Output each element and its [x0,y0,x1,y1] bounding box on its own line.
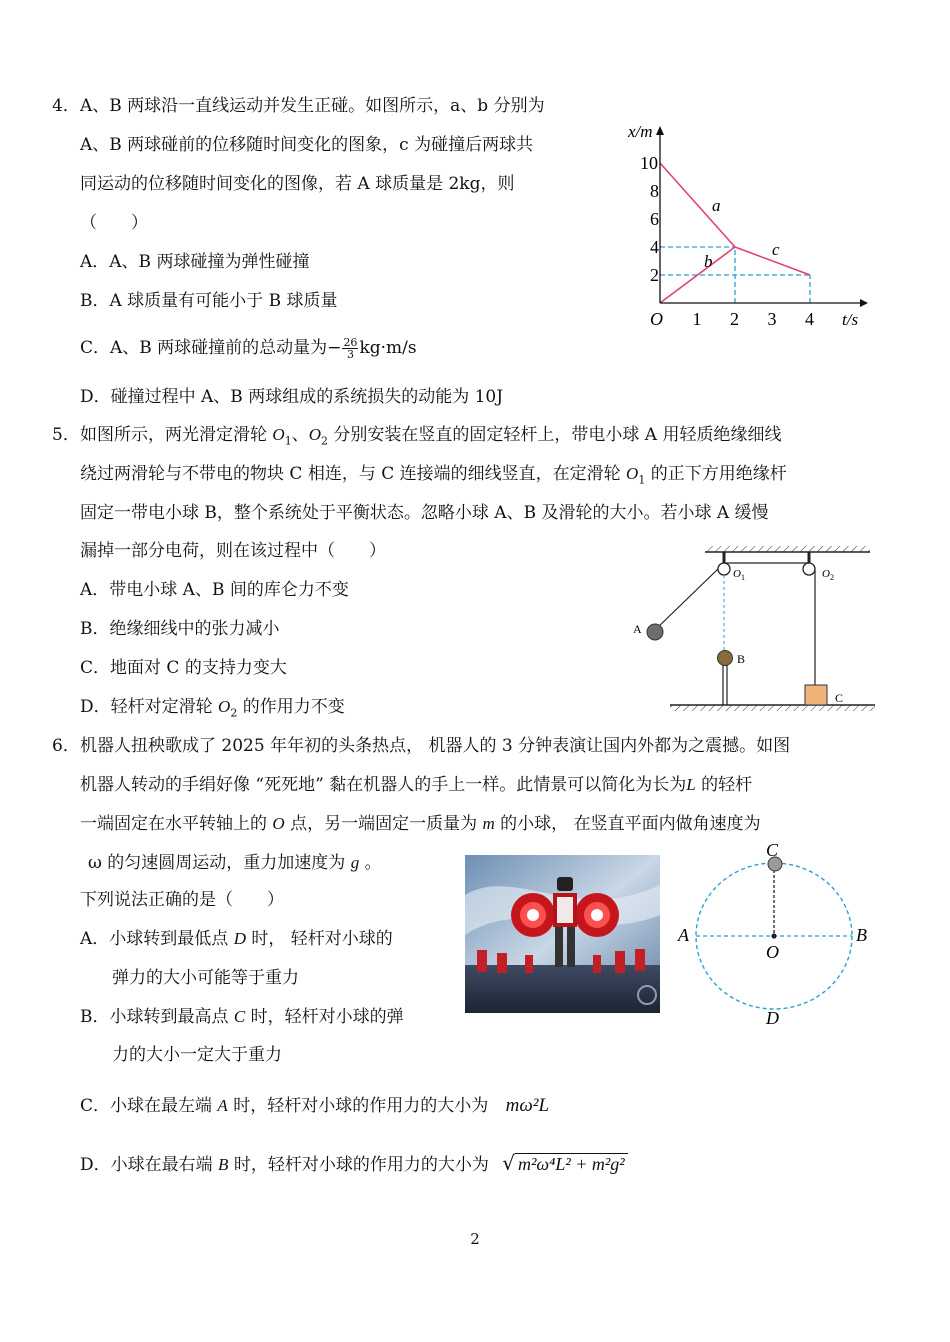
chart-x-tick-label-0: 1 [692,309,702,329]
fig-label-b-right: B [856,925,867,945]
q4-option-c [80,336,417,360]
chart-x-tick-label-2: 3 [767,309,777,329]
chart-x-tick-label-1: 2 [730,309,739,329]
q4-option-c-unit: kg·m/s [359,338,417,358]
ground-hatch [670,705,875,711]
q5-line1-text-b: 分别安装在竖直的固定轻杆上，带电小球 A 用轻质绝缘细线 [327,425,782,445]
fig-label-a: A [633,622,642,636]
chart-y-axis-arrow [656,126,664,135]
q6-option-d-point-b: B [218,1155,229,1174]
q5-pulley-diagram [625,540,885,720]
fig-label-a-left: A [678,925,689,945]
fig-label-c-top: C [766,840,779,860]
q6-line3-text-b: 点，另一端固定一质量为 [284,814,483,834]
robot-performance-photo [465,855,660,1013]
chart-series-label-b: b [704,252,713,271]
fig-label-d-bottom: D [766,1008,779,1028]
q4-option-c-minus: − [327,338,342,358]
q6-point-o-symbol: O [272,814,285,833]
q6-option-a-text-b: 时， 轻杆对小球的 [245,929,393,949]
q6-line4-text-b: 。 [359,853,382,873]
q5-option-d-o-symbol: O [218,697,231,716]
q5-stem-line-3: 固定一带电小球 B，整个系统处于平衡状态。忽略小球 A、B 及滑轮的大小。若小球 A 缓慢 [80,503,769,523]
q5-stem-line-1 [80,423,781,453]
chart-x-axis-arrow [860,299,868,307]
ball-b-icon [718,651,733,666]
q6-line2-text-b: 的轻杆 [695,775,753,795]
q4-option-b: B．A 球质量有可能小于 B 球质量 [80,291,338,311]
q5-pulley-o1-subscript: 1 [284,434,292,448]
block-c-icon [805,685,827,705]
q5-option-d-text-a: D．轻杆对定滑轮 [80,697,219,717]
q4-fraction-denominator: 3 [346,348,354,361]
fig-label-o1: O [733,568,741,580]
q6-option-d [80,1151,628,1177]
q6-option-c-point-a: A [217,1096,228,1115]
page-number: 2 [470,1230,480,1248]
axis-point-o [771,933,776,938]
q6-option-d-formula: m²ω⁴L² + m²g² [515,1153,628,1174]
q5-line2-o-symbol: O [626,464,639,483]
q4-fraction-numerator: 26 [343,336,358,349]
fig-label-o2-sub: 2 [830,573,834,582]
pulley-o2-icon [803,563,815,575]
q6-stem-line-2 [80,773,752,797]
q5-pulley-o2-symbol: O [308,425,321,444]
q6-stem-line-1: 机器人扭秧歌成了 2025 年年初的头条热点， 机器人的 3 分钟表演让国内外都为之震撼。如图 [80,736,791,756]
q6-option-b-line-1 [80,1005,404,1029]
q6-line4-text-a: 的匀速圆周运动，重力加速度为 [101,853,351,873]
q6-stem-line-4 [88,851,382,875]
q5-stem-line-4: 漏掉一部分电荷，则在该过程中（ ） [80,541,386,561]
q6-option-b-point-c: C [233,1007,246,1026]
string-to-a [655,569,718,630]
fig-label-o-center: O [766,942,779,962]
q6-stem-line-3 [80,812,761,836]
q5-line1-text-a: 如图所示，两光滑定滑轮 [80,425,273,445]
q6-option-c-text-b: 时，轻杆对小球的作用力的大小为 [227,1096,489,1116]
chart-guide-lines [660,247,810,303]
q5-number: 5． [52,425,80,445]
q4-option-a: A．A、B 两球碰撞为弹性碰撞 [80,252,310,272]
q5-line2-text-a: 绕过两滑轮与不带电的物块 C 相连，与 C 连接端的细线竖直，在定滑轮 [80,464,627,484]
fig-label-o1-sub: 1 [741,573,745,582]
q5-option-d-o-subscript: 2 [230,706,238,720]
chart-x-tick-label-3: 4 [805,309,814,329]
q6-omega-symbol: ω [88,853,102,873]
q6-option-b-line-2: 力的大小一定大于重力 [112,1045,282,1065]
fig-label-c: C [835,691,844,705]
chart-y-tick-label-3: 8 [650,181,659,201]
chart-x-label: t/s [842,310,859,329]
chart-series-label-c: c [772,240,780,259]
q6-line3-text-c: 的小球， 在竖直平面内做角速度为 [494,814,761,834]
q6-option-c-formula: mω²L [505,1095,550,1116]
q4-option-c-fraction [342,337,358,360]
q4-number: 4． [52,96,80,116]
q6-number: 6． [52,736,80,756]
q5-pulley-o1-symbol: O [272,425,285,444]
chart-series-label-a: a [712,196,721,215]
ceiling-hatch [705,546,870,552]
q6-option-d-sqrt-sign: √ [502,1151,515,1175]
q5-option-d-text-b: 的作用力不变 [237,697,345,717]
q5-line2-text-b: 的正下方用绝缘杆 [645,464,787,484]
chart-series-line-a [660,163,735,247]
chart-y-tick-label-4: 10 [640,153,658,173]
q6-mass-symbol: m [482,814,495,833]
q6-option-d-text-a: D．小球在最右端 [80,1155,219,1175]
q6-option-b-text-b: 时，轻杆对小球的弹 [245,1007,404,1027]
q6-option-a-line-2: 弹力的大小可能等于重力 [112,968,299,988]
q6-circle-diagram [670,838,880,1028]
q5-pulley-o2-subscript: 2 [320,434,328,448]
fig-label-b: B [737,652,746,666]
ball-a-icon [647,624,663,640]
q4-stem-line-3: 同运动的位移随时间变化的图像，若 A 球质量是 2kg，则 [80,174,515,194]
pulley-o1-icon [718,563,730,575]
chart-origin-label: O [650,309,663,329]
q6-option-d-text-b: 时，轻杆对小球的作用力的大小为 [228,1155,489,1175]
q5-option-d [80,695,345,725]
chart-y-tick-label-2: 6 [650,209,659,229]
chart-y-label: x/m [628,122,653,141]
q5-line1-sep: 、 [291,425,309,445]
q5-option-b: B．绝缘细线中的张力减小 [80,619,280,639]
q5-stem-line-2 [80,462,787,492]
q6-option-a-text-a: A．小球转到最低点 [80,929,234,949]
q4-stem-line-1: A、B 两球沿一直线运动并发生正碰。如图所示，a、b 分别为 [80,96,545,116]
q6-option-a-point-d: D [233,929,246,948]
q6-option-c [80,1094,549,1118]
q6-option-c-text-a: C．小球在最左端 [80,1096,218,1116]
fig-label-o2: O [822,568,830,580]
q6-line2-text-a: 机器人转动的手绢好像 “死死地” 黏在机器人的手上一样。此情景可以简化为长为 [80,775,687,795]
q4-stem-line-2: A、B 两球碰前的位移随时间变化的图象，c 为碰撞后两球共 [80,135,534,155]
q6-option-a-line-1 [80,927,393,951]
q5-option-a: A．带电小球 A、B 间的库仑力不变 [80,580,349,600]
q5-line2-o-subscript: 1 [638,473,646,487]
q4-option-d: D．碰撞过程中 A、B 两球组成的系统损失的动能为 10J [80,387,504,407]
q4-answer-bracket: （ ） [80,213,148,233]
q6-gravity-symbol: g [350,853,360,872]
q6-stem-line-5: 下列说法正确的是（ ） [80,890,284,910]
q6-length-symbol: L [686,775,696,794]
q4-position-time-chart [620,115,870,335]
q6-option-b-text-a: B．小球转到最高点 [80,1007,234,1027]
q5-option-c: C．地面对 C 的支持力变大 [80,658,287,678]
chart-y-tick-label-1: 4 [650,237,659,257]
q4-option-c-text: C．A、B 两球碰撞前的总动量为 [80,338,328,358]
chart-y-tick-label-0: 2 [650,265,659,285]
q6-line3-text-a: 一端固定在水平转轴上的 [80,814,273,834]
